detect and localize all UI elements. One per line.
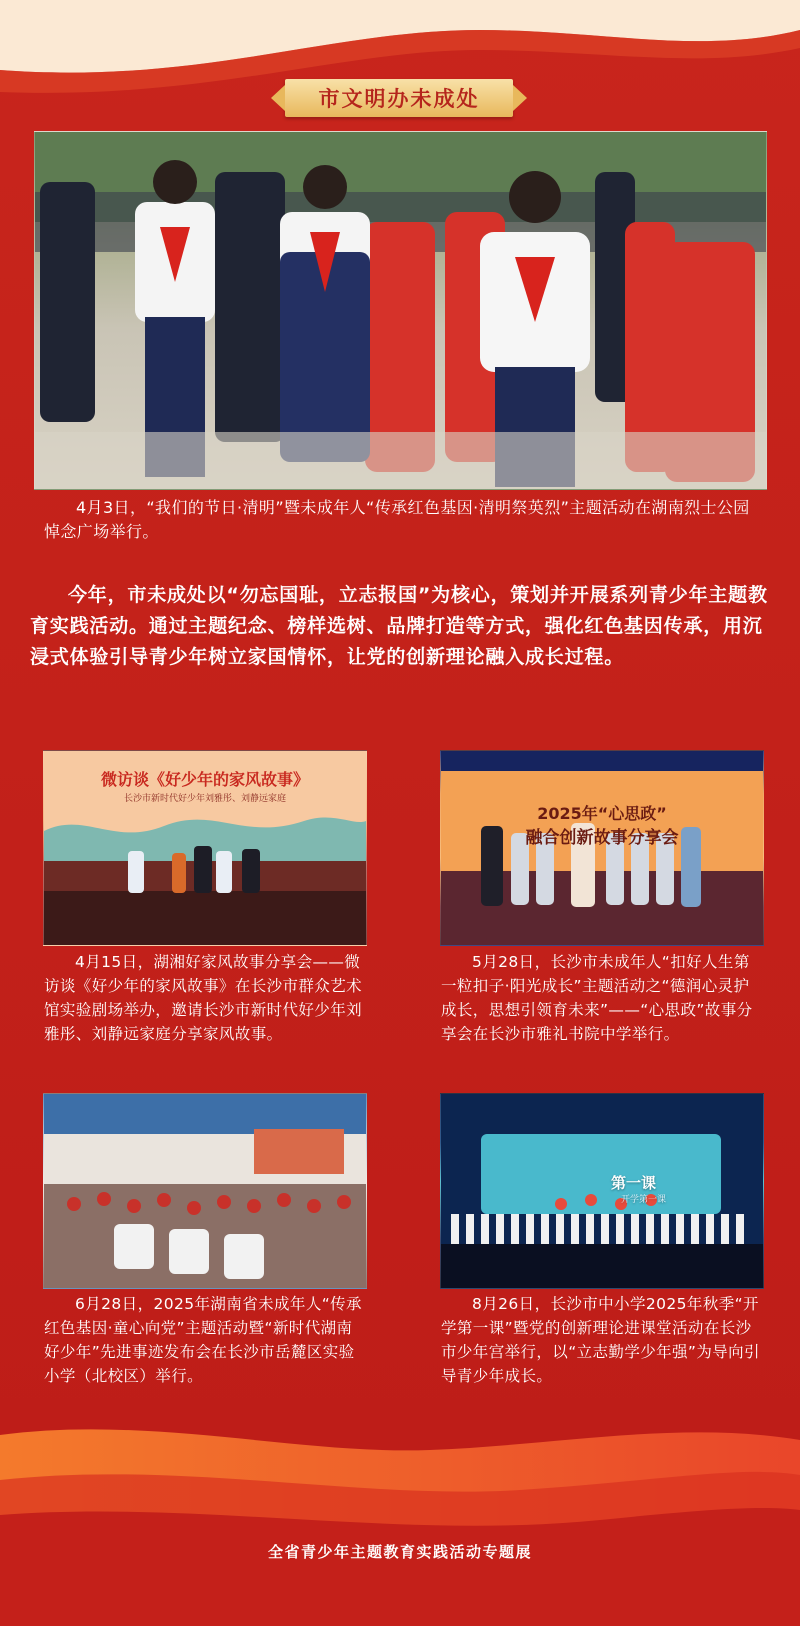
top-wave-decoration [0,0,800,140]
screen-subtitle-4: 开学第一课 [621,1195,667,1205]
screen-title-2a: 2025年“心思政” [537,804,667,823]
hall-illustration-3 [44,1094,366,1288]
header-ribbon [285,79,513,117]
page-title: 市文明办未成处 [318,87,480,111]
screen-title-1: 微访谈《好少年的家风故事》 [100,770,309,789]
main-photo-illustration [35,132,766,489]
gallery-photo-2 [440,750,764,946]
stage-illustration-4 [441,1094,763,1288]
gallery-caption-3: 6月28日，2025年湖南省未成年人“传承红色基因·童心向党”主题活动暨“新时代湖南好少年”先进事迹发布会在长沙市岳麓区实验小学（北校区）举行。 [44,1295,362,1385]
screen-subtitle-1: 长沙市新时代好少年刘雅彤、刘静远家庭 [123,794,286,804]
gallery-caption-4: 8月26日，长沙市中小学2025年秋季“开学第一课”暨党的创新理论进课堂活动在长沙市少年宫举行，以“立志勤学少年强”为导向引导青少年成长。 [441,1295,760,1385]
gallery-caption-1: 4月15日，湖湘好家风故事分享会——微访谈《好少年的家风故事》在长沙市群众艺术馆实验剧场举办，邀请长沙市新时代好少年刘雅彤、刘静远家庭分享家风故事。 [44,953,363,1043]
screen-title-2b: 融合创新故事分享会 [525,828,679,848]
stage-illustration-2 [441,751,763,945]
gallery-photo-3 [43,1093,367,1289]
gallery-photo-1 [43,750,367,946]
intro-paragraph: 今年，市未成处以“勿忘国耻，立志报国”为核心，策划并开展系列青少年主题教育实践活动。通过主题纪念、榜样选树、品牌打造等方式，强化红色基因传承，用沉浸式体验引导青少年树立家国情怀，让党的创新理论融入成长过程。 [30,584,768,668]
screen-title-4: 第一课 [611,1174,657,1192]
main-photo [34,131,767,490]
main-photo-caption: 4月3日，“我们的节日·清明”暨未成年人“传承红色基因·清明祭英烈”主题活动在湖南烈士公园悼念广场举行。 [44,498,750,541]
bottom-wave-decoration [0,1420,800,1626]
gallery-photo-4 [440,1093,764,1289]
footer-title: 全省青少年主题教育实践活动专题展 [267,1543,532,1561]
gallery-caption-2: 5月28日，长沙市未成年人“扣好人生第一粒扣子·阳光成长”主题活动之“德润心灵护成长，思想引领育未来”——“心思政”故事分享会在长沙市雅礼书院中学举行。 [441,953,753,1043]
